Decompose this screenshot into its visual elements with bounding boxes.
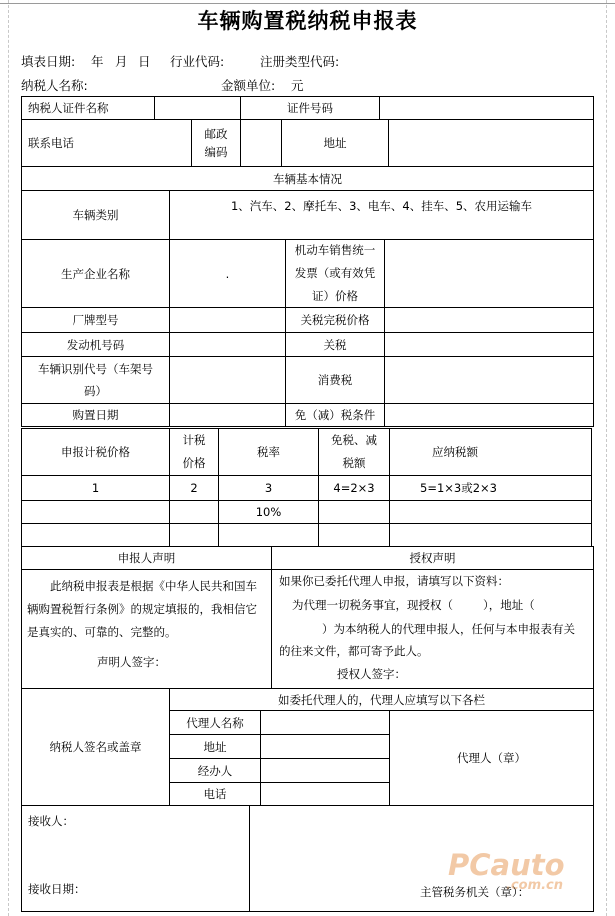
amount-unit-label: 金额单位: — [221, 78, 276, 93]
vin-field[interactable] — [169, 356, 286, 404]
agent-name-label: 代理人名称 — [169, 710, 261, 735]
exemption-amount-field[interactable] — [318, 500, 390, 524]
agent-handler-label: 经办人 — [169, 758, 261, 783]
calc-empty-cell[interactable] — [218, 523, 319, 547]
id-number-label: 证件号码 — [240, 96, 380, 120]
calc-empty-cell[interactable] — [318, 523, 390, 547]
taxpayer-name-label: 纳税人名称: — [21, 78, 88, 93]
invoice-price-label: 机动车销售统一发票（或有效凭证）价格 — [285, 239, 385, 308]
page-right-margin — [606, 0, 607, 916]
calc-number-1: 1 — [21, 475, 170, 501]
calc-number-2: 2 — [169, 475, 219, 501]
authorization-line-2b: ），地址（ — [483, 598, 535, 612]
authorizer-signature-label: 授权人签字： — [337, 667, 406, 681]
page-left-margin — [8, 0, 9, 916]
consumption-tax-field[interactable] — [384, 356, 594, 404]
authorization-declaration-title: 授权声明 — [271, 546, 594, 570]
agent-name-field[interactable] — [260, 710, 390, 735]
authorization-line-1: 如果你已委托代理人申报，请填写以下资料： — [279, 574, 509, 588]
receive-date-label: 接收日期： — [28, 882, 86, 896]
calc-empty-cell[interactable] — [389, 523, 592, 547]
tax-payable-field[interactable] — [389, 500, 592, 524]
postal-code-field[interactable] — [240, 119, 282, 167]
calc-header-tax-price: 计税价格 — [169, 428, 219, 476]
calc-header-exemption-amount: 免税、减税额 — [318, 428, 390, 476]
tax-rate-value: 10% — [218, 500, 319, 524]
vehicle-category-options: 1、汽车、2、摩托车、3、电车、4、挂车、5、农用运输车 — [169, 190, 594, 240]
agent-phone-field[interactable] — [260, 782, 390, 806]
engine-number-field[interactable] — [169, 332, 286, 357]
pcauto-watermark-logo: PCauto — [448, 848, 565, 882]
manufacturer-field[interactable]: . — [169, 239, 286, 308]
postal-code-label: 邮政编码 — [191, 119, 241, 167]
address-label: 地址 — [281, 119, 389, 167]
exemption-condition-field[interactable] — [384, 403, 594, 427]
tax-office-stamp-label: 主管税务机关（章）： — [420, 885, 530, 899]
id-doc-name-field[interactable] — [154, 96, 241, 120]
date-year: 年 — [91, 54, 104, 69]
invoice-price-field[interactable] — [384, 239, 594, 308]
calc-header-tax-rate: 税率 — [218, 428, 319, 476]
applicant-declaration-text: 此纳税申报表是根据《中华人民共和国车辆购置税暂行条例》的规定填报的，我相信它是真实的、可靠的、完整的。 — [27, 579, 257, 639]
agent-address-label: 地址 — [169, 734, 261, 759]
id-number-field[interactable] — [379, 96, 594, 120]
registration-type-label: 注册类型代码: — [260, 54, 340, 69]
consumption-tax-label: 消费税 — [285, 356, 385, 404]
agent-address-field[interactable] — [260, 734, 390, 759]
page-title: 车辆购置税纳税申报表 — [197, 8, 418, 33]
tariff-field[interactable] — [384, 332, 594, 357]
purchase-date-field[interactable] — [169, 403, 286, 427]
amount-unit-value: 元 — [291, 78, 304, 93]
date-month: 月 — [115, 54, 128, 69]
purchase-date-label: 购置日期 — [21, 403, 170, 427]
declared-price-field[interactable] — [21, 500, 170, 524]
manufacturer-label: 生产企业名称 — [21, 239, 170, 308]
address-field[interactable] — [388, 119, 594, 167]
tariff-label: 关税 — [285, 332, 385, 357]
vehicle-section-title: 车辆基本情况 — [21, 166, 594, 191]
applicant-declaration-title: 申报人声明 — [21, 546, 272, 570]
customs-value-field[interactable] — [384, 307, 594, 333]
industry-code-label: 行业代码: — [170, 54, 225, 69]
date-day: 日 — [138, 54, 151, 69]
vin-label: 车辆识别代号（车架号码） — [21, 356, 170, 404]
applicant-signature-label: 声明人签字： — [97, 655, 166, 669]
pcauto-watermark-domain: .com.cn — [506, 878, 564, 893]
agent-handler-field[interactable] — [260, 758, 390, 783]
calc-empty-cell[interactable] — [169, 523, 219, 547]
fill-date-label: 填表日期: — [21, 54, 76, 69]
customs-value-label: 关税完税价格 — [285, 307, 385, 333]
page-top-border — [0, 3, 615, 4]
brand-model-label: 厂牌型号 — [21, 307, 170, 333]
calc-number-3: 3 — [218, 475, 319, 501]
vehicle-category-label: 车辆类别 — [21, 190, 170, 240]
calc-number-4: 4=2×3 — [318, 475, 390, 501]
calc-empty-cell[interactable] — [21, 523, 170, 547]
phone-label: 联系电话 — [21, 119, 192, 167]
brand-model-field[interactable] — [169, 307, 286, 333]
taxpayer-signature-label: 纳税人签名或盖章 — [21, 688, 170, 806]
exemption-condition-label: 免（减）税条件 — [285, 403, 385, 427]
engine-number-label: 发动机号码 — [21, 332, 170, 357]
calc-header-declared-price: 申报计税价格 — [21, 428, 170, 476]
authorization-line-2a: 为代理一切税务事宜，现授权（ — [292, 598, 453, 612]
authorization-line-4: 的往来文件，都可寄予此人。 — [279, 644, 429, 658]
agent-phone-label: 电话 — [169, 782, 261, 806]
authorization-line-3: ）为本纳税人的代理申报人，任何与本申报表有关 — [322, 622, 575, 636]
calc-number-5: 5=1×3或2×3 — [389, 475, 592, 501]
agent-stamp-label: 代理人（章） — [389, 710, 594, 806]
tax-price-field[interactable] — [169, 500, 219, 524]
calc-header-tax-payable: 应纳税额 — [389, 428, 592, 476]
receiver-label: 接收人： — [28, 814, 74, 828]
id-doc-name-label: 纳税人证件名称 — [21, 96, 155, 120]
agent-section-title: 如委托代理人的，代理人应填写以下各栏 — [169, 688, 594, 711]
